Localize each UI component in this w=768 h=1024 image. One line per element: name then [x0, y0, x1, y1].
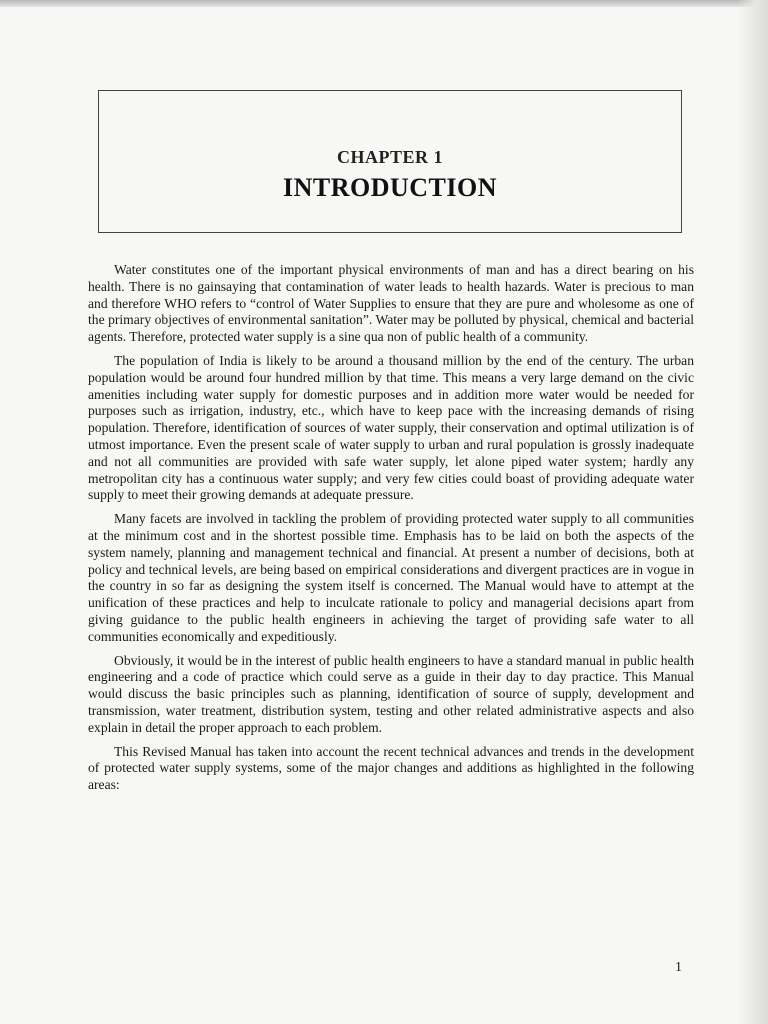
page-number: 1 — [675, 960, 682, 975]
paragraph-4: Obviously, it would be in the interest of public health engineers to have a standard manual in public health engineering and a code of practice which could serve as a guide in their day to day practice. This Manual would discuss the basic principles such as planning, identification of source of supply, development and transmission, water treatment, distribution system, testing and other related administrative aspects and also explain in detail the proper approach to each problem. — [88, 652, 694, 735]
paragraph-1: Water constitutes one of the important physical environments of man and has a direct bearing on his health. There is no gainsaying that contamination of water leads to health hazards. Water is precious to man and therefore WHO refers to “control of Water Supplies to ensure that they are pure and wholesome as one of the primary objectives of environmental sanitation”. Water may be polluted by physical, chemical and bacterial agents. Therefore, protected water supply is a sine qua non of public health of a community. — [88, 262, 694, 345]
paragraph-5: This Revised Manual has taken into account the recent technical advances and trends in the development of protected water supply systems, some of the major changes and additions as highlighted in the following areas: — [88, 743, 694, 793]
chapter-heading-box — [98, 90, 682, 233]
chapter-label: CHAPTER 1 — [336, 147, 443, 167]
chapter-title: INTRODUCTION — [282, 173, 498, 202]
document-page — [88, 0, 698, 1024]
body-text — [88, 262, 694, 801]
paragraph-3: Many facets are involved in tackling the problem of providing protected water supply to all communities at the minimum cost and in the shortest possible time. Emphasis has to be laid on both the aspects of the system namely, planning and management technical and financial. At present a number of decisions, both at policy and technical levels, are being based on empirical considerations and divergent practices are in vogue in the country in so far as designing the system itself is concerned. The Manual would have to attempt at the unification of these practices and help to inculcate rationale to policy and managerial decisions apart from giving guidance to the public health engineers in achieving the target of providing safe water to all communities economically and expeditiously. — [88, 511, 694, 644]
paragraph-2: The population of India is likely to be around a thousand million by the end of the century. The urban population would be around four hundred million by that time. This means a very large demand on the civic amenities including water supply for domestic purposes and in addition more water would be needed for purposes such as irrigation, industry, etc., which have to keep pace with the increasing demands of rising population. Therefore, identification of sources of water supply, their conservation and optimal utilization is of utmost importance. Even the present scale of water supply to urban and rural population is grossly inadequate and not all communities are provided with safe water supply, let alone piped water system; hardly any metropolitan city has a continuous water supply; and very few cities could boast of providing adequate water supply to meet their growing demands at adequate pressure. — [88, 352, 694, 503]
scan-right-edge — [738, 0, 768, 1024]
